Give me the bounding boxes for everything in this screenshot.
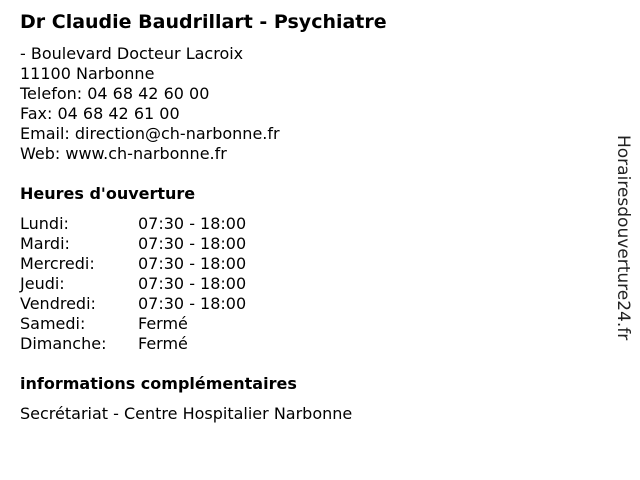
day-hours: Fermé: [138, 334, 188, 353]
day-label: Mardi:: [20, 234, 70, 253]
day-label: Lundi:: [20, 214, 69, 233]
opening-hours-heading: Heures d'ouverture: [20, 184, 196, 203]
day-hours: 07:30 - 18:00: [138, 254, 247, 273]
postal-city: 11100 Narbonne: [20, 64, 155, 83]
opening-hours-table: [20, 214, 246, 354]
day-label: Samedi:: [20, 314, 86, 333]
hours-row-monday: [20, 214, 246, 234]
website: Web: www.ch-narbonne.fr: [20, 144, 227, 163]
day-hours: Fermé: [138, 314, 188, 333]
fax-number: Fax: 04 68 42 61 00: [20, 104, 180, 123]
hours-row-tuesday: [20, 234, 246, 254]
day-label: Vendredi:: [20, 294, 96, 313]
page-title: Dr Claudie Baudrillart - Psychiatre: [20, 11, 387, 33]
additional-info-heading: informations complémentaires: [20, 374, 297, 393]
day-label: Jeudi:: [20, 274, 65, 293]
hours-row-wednesday: [20, 254, 246, 274]
address-block: [20, 44, 280, 164]
email-address: Email: direction@ch-narbonne.fr: [20, 124, 280, 143]
hours-row-thursday: [20, 274, 246, 294]
day-label: Mercredi:: [20, 254, 95, 273]
day-hours: 07:30 - 18:00: [138, 214, 247, 233]
street-address: - Boulevard Docteur Lacroix: [20, 44, 244, 63]
day-hours: 07:30 - 18:00: [138, 294, 247, 313]
hours-row-sunday: [20, 334, 246, 354]
day-hours: 07:30 - 18:00: [138, 274, 247, 293]
site-watermark: Horairesdouverture24.fr: [613, 135, 633, 341]
day-hours: 07:30 - 18:00: [138, 234, 247, 253]
phone-number: Telefon: 04 68 42 60 00: [20, 84, 210, 103]
hours-row-friday: [20, 294, 246, 314]
additional-info-text: Secrétariat - Centre Hospitalier Narbonne: [20, 404, 353, 423]
day-label: Dimanche:: [20, 334, 107, 353]
hours-row-saturday: [20, 314, 246, 334]
